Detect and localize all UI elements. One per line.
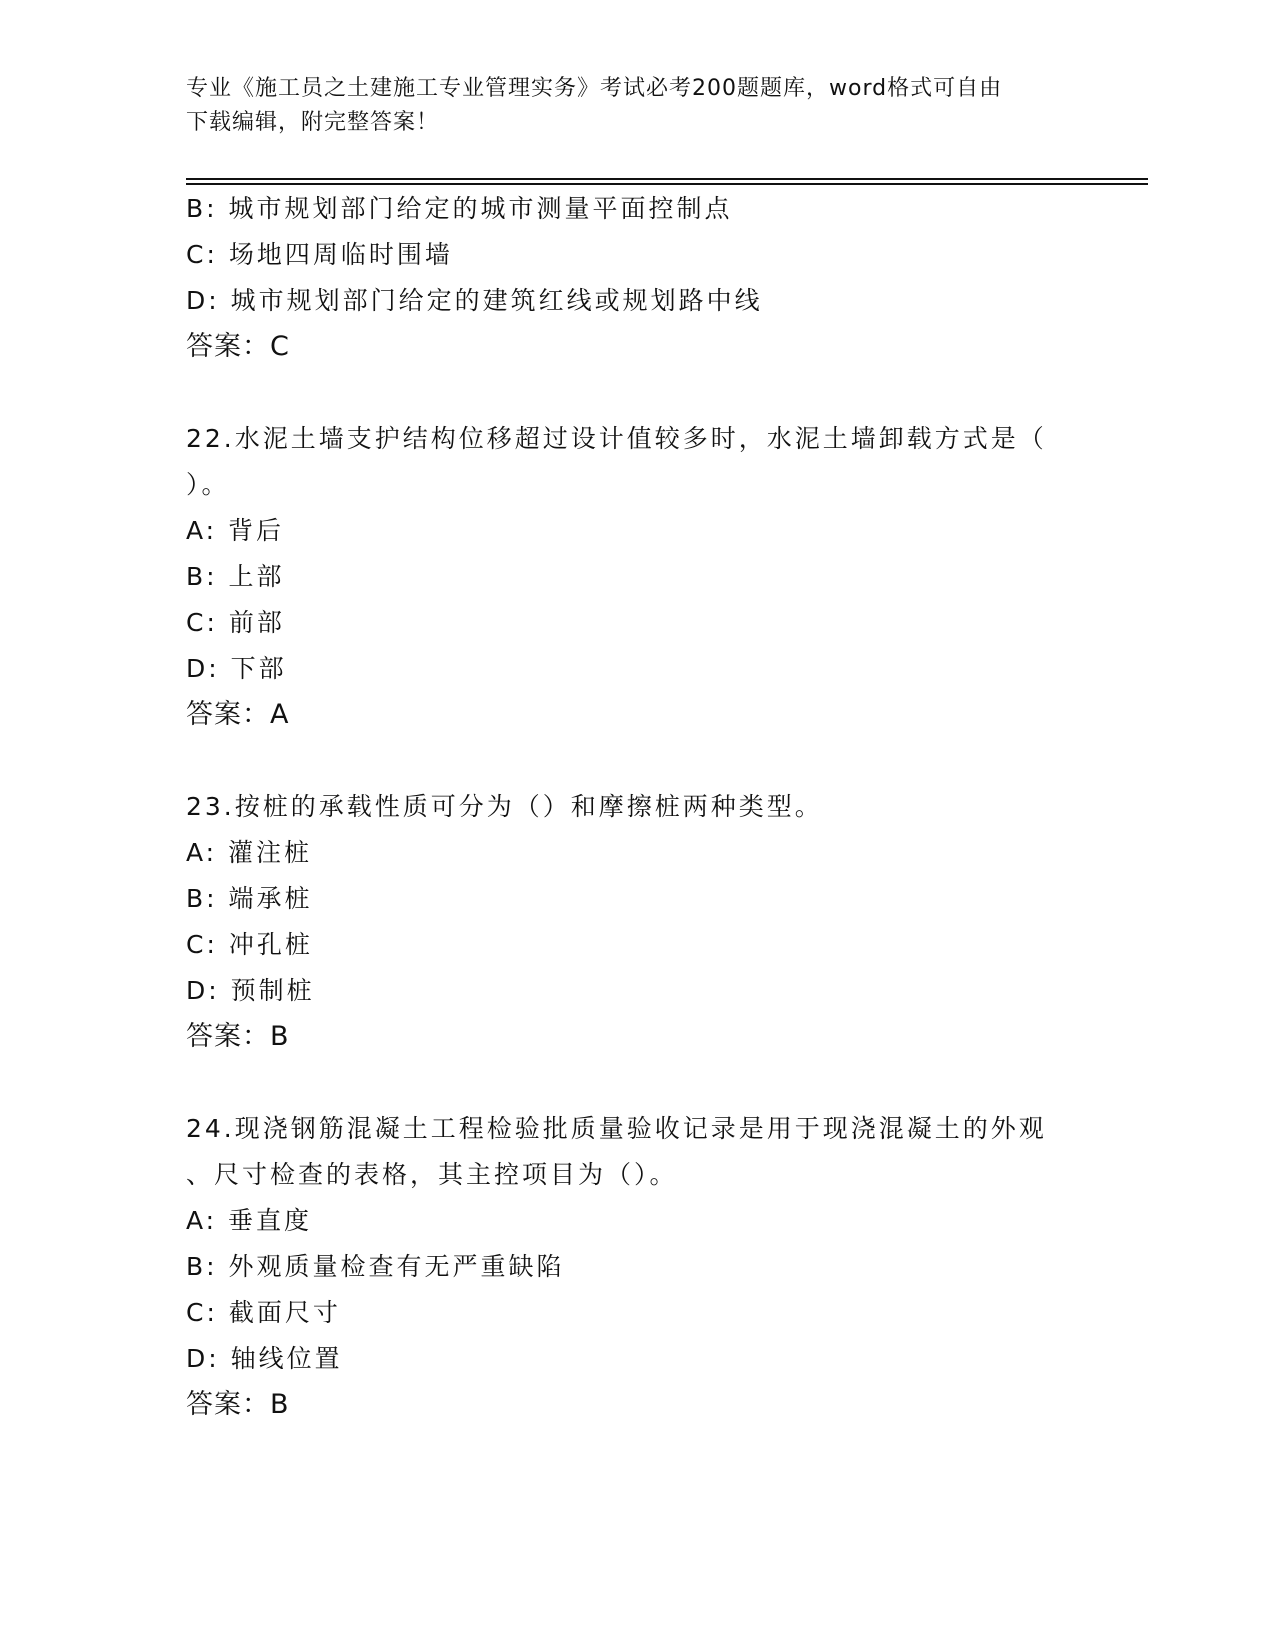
spacer (186, 1060, 1086, 1106)
option-b: B: 城市规划部门给定的城市测量平面控制点 (186, 194, 733, 223)
question-title-line-2: ）。 (186, 470, 230, 499)
header-divider-bottom (186, 183, 1148, 185)
question-24 (186, 1106, 1086, 1428)
option-b: B: 上部 (186, 562, 285, 591)
option-b: B: 外观质量检查有无严重缺陷 (186, 1252, 565, 1281)
question-23 (186, 784, 1086, 1060)
option-d: D: 轴线位置 (186, 1344, 343, 1373)
question-title-line-1: 23.按桩的承载性质可分为（）和摩擦桩两种类型。 (186, 792, 823, 821)
question-list (186, 186, 1086, 1428)
option-a: A: 垂直度 (186, 1206, 313, 1235)
option-c: C: 截面尺寸 (186, 1298, 341, 1327)
option-c: C: 场地四周临时围墙 (186, 240, 453, 269)
option-d: D: 预制桩 (186, 976, 315, 1005)
question-title-line-1: 22.水泥土墙支护结构位移超过设计值较多时，水泥土墙卸载方式是（ (186, 424, 1047, 453)
option-c: C: 冲孔桩 (186, 930, 313, 959)
question-title-line-2: 、尺寸检查的表格，其主控项目为（）。 (186, 1160, 678, 1189)
question-title-line-1: 24.现浇钢筋混凝土工程检验批质量验收记录是用于现浇混凝土的外观 (186, 1114, 1047, 1143)
header-line-1: 专业《施工员之土建施工专业管理实务》考试必考200题题库，word格式可自由 (186, 76, 1003, 101)
header-divider-top (186, 178, 1148, 180)
document-header (186, 72, 1066, 140)
spacer (186, 370, 1086, 416)
answer: 答案：C (186, 331, 290, 362)
option-b: B: 端承桩 (186, 884, 313, 913)
spacer (186, 738, 1086, 784)
option-a: A: 灌注桩 (186, 838, 313, 867)
header-line-2: 下载编辑，附完整答案！ (186, 110, 440, 135)
option-d: D: 城市规划部门给定的建筑红线或规划路中线 (186, 286, 763, 315)
answer: 答案：B (186, 1389, 290, 1420)
answer: 答案：A (186, 699, 290, 730)
answer: 答案：B (186, 1021, 290, 1052)
option-d: D: 下部 (186, 654, 287, 683)
option-a: A: 背后 (186, 516, 285, 545)
option-c: C: 前部 (186, 608, 285, 637)
question-21-continued (186, 186, 1086, 370)
question-22 (186, 416, 1086, 738)
